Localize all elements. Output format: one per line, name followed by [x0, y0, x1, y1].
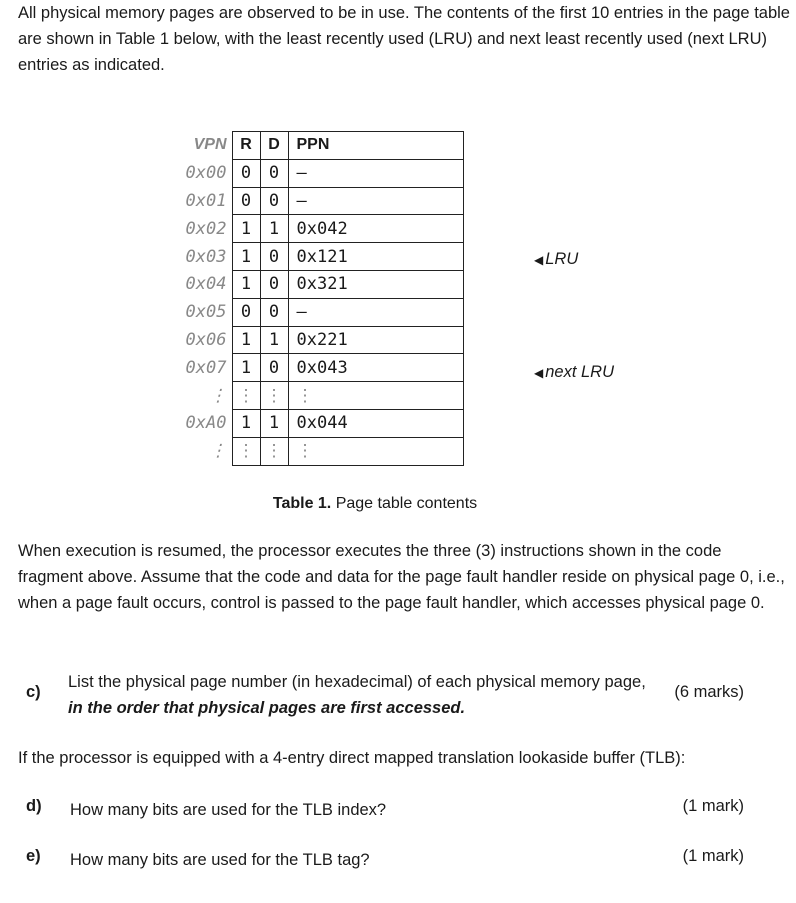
cell-ppn: 0x042	[288, 215, 463, 243]
cell-d: 0	[260, 243, 288, 271]
table-row	[172, 437, 463, 465]
table-row	[172, 270, 463, 298]
header-r: R	[232, 132, 260, 160]
cell-vpn: ⋮	[172, 437, 232, 465]
cell-r: 1	[232, 354, 260, 382]
cell-ppn: —	[288, 298, 463, 326]
next-lru-label: next LRU	[545, 363, 615, 381]
next-lru-marker	[534, 363, 614, 382]
cell-d: 1	[260, 215, 288, 243]
question-c-plain: List the physical page number (in hexadecimal) of each physical memory page,	[68, 673, 646, 691]
cell-r: ⋮	[232, 382, 260, 410]
cell-r: 1	[232, 409, 260, 437]
cell-r: 0	[232, 159, 260, 187]
cell-vpn: 0x04	[172, 270, 232, 298]
cell-vpn: 0xA0	[172, 409, 232, 437]
left-triangle-icon: ◀	[534, 366, 544, 380]
caption-text: Page table contents	[335, 495, 478, 512]
cell-vpn: 0x06	[172, 326, 232, 354]
table-row	[172, 159, 463, 187]
cell-d: 0	[260, 298, 288, 326]
cell-r: 1	[232, 215, 260, 243]
question-e-marks: (1 mark)	[682, 847, 744, 865]
question-e-text: How many bits are used for the TLB tag?	[70, 851, 370, 869]
table-row	[172, 354, 463, 382]
table-row	[172, 382, 463, 410]
question-c-marks: (6 marks)	[674, 683, 744, 701]
cell-ppn: 0x043	[288, 354, 463, 382]
cell-ppn: 0x044	[288, 409, 463, 437]
header-d: D	[260, 132, 288, 160]
header-vpn: VPN	[172, 132, 232, 160]
table-row	[172, 409, 463, 437]
intro-paragraph: All physical memory pages are observed to be in use. The contents of the first 10 entries in the page table are shown in Table 1 below, with the least recently used (LRU) and next least recently used (next LRU) entries as indicated.	[18, 4, 790, 74]
question-c-text	[68, 669, 648, 721]
cell-ppn: 0x221	[288, 326, 463, 354]
table-row	[172, 187, 463, 215]
caption-label: Table 1.	[272, 495, 332, 512]
question-d-marks: (1 mark)	[682, 797, 744, 815]
cell-r: 0	[232, 298, 260, 326]
cell-r: 1	[232, 270, 260, 298]
cell-ppn: 0x121	[288, 243, 463, 271]
question-d-text: How many bits are used for the TLB index?	[70, 801, 387, 819]
cell-r: 1	[232, 243, 260, 271]
cell-vpn: 0x01	[172, 187, 232, 215]
cell-r: ⋮	[232, 437, 260, 465]
page-table	[172, 131, 464, 466]
cell-vpn: 0x07	[172, 354, 232, 382]
cell-d: ⋮	[260, 382, 288, 410]
cell-d: 1	[260, 409, 288, 437]
table-row	[172, 298, 463, 326]
table-row	[172, 326, 463, 354]
cell-ppn: ⋮	[288, 437, 463, 465]
table-header-row	[172, 132, 463, 160]
cell-r: 1	[232, 326, 260, 354]
left-triangle-icon: ◀	[534, 253, 544, 267]
cell-d: 0	[260, 159, 288, 187]
question-c-letter: c)	[26, 683, 41, 701]
question-c-emphasis: in the order that physical pages are first accessed.	[68, 699, 466, 717]
cell-vpn: 0x05	[172, 298, 232, 326]
tlb-intro-paragraph: If the processor is equipped with a 4-entry direct mapped translation lookaside buffer (TLB):	[18, 749, 686, 767]
resume-paragraph: When execution is resumed, the processor executes the three (3) instructions shown in the code fragment above. Assume that the code and data for the page fault handler reside on physical page 0, i.e., when a page fault occurs, control is passed to the page fault handler, which accesses physical page 0.	[18, 542, 785, 612]
cell-d: 1	[260, 326, 288, 354]
cell-vpn: 0x03	[172, 243, 232, 271]
cell-d: 0	[260, 354, 288, 382]
table-row	[172, 243, 463, 271]
question-e-letter: e)	[26, 847, 41, 865]
cell-ppn: 0x321	[288, 270, 463, 298]
cell-vpn: 0x02	[172, 215, 232, 243]
table-caption	[0, 495, 750, 513]
cell-r: 0	[232, 187, 260, 215]
question-d-letter: d)	[26, 797, 42, 815]
table-row	[172, 215, 463, 243]
cell-ppn: —	[288, 159, 463, 187]
lru-label: LRU	[545, 250, 579, 268]
cell-d: 0	[260, 270, 288, 298]
cell-ppn: ⋮	[288, 382, 463, 410]
cell-vpn: ⋮	[172, 382, 232, 410]
cell-d: 0	[260, 187, 288, 215]
header-ppn: PPN	[288, 132, 463, 160]
lru-marker	[534, 250, 578, 269]
cell-ppn: —	[288, 187, 463, 215]
cell-vpn: 0x00	[172, 159, 232, 187]
cell-d: ⋮	[260, 437, 288, 465]
